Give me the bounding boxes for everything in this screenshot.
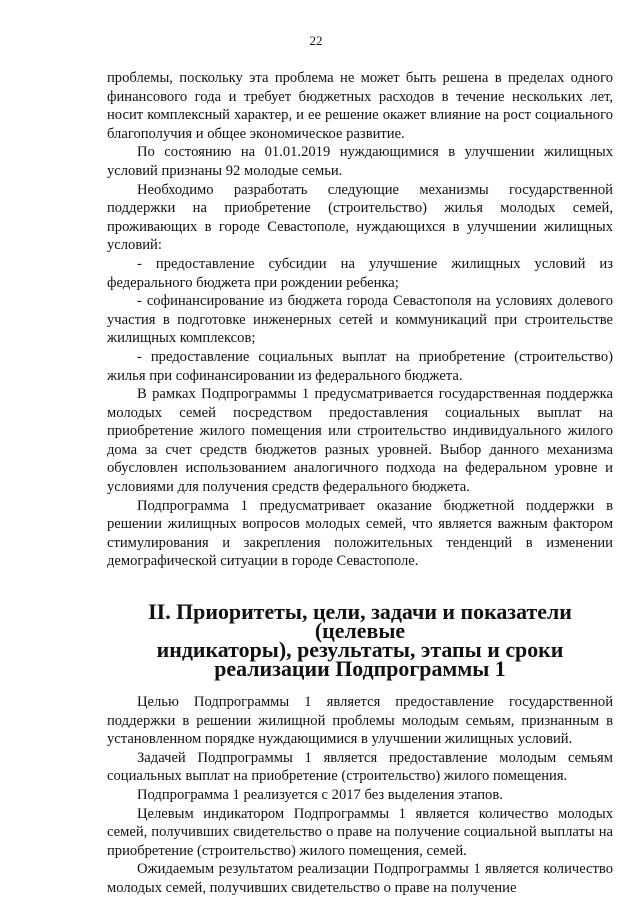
paragraph-expected-result: Ожидаемым результатом реализации Подпрограммы 1 является количество молодых семей, получивших свидетельство о праве на получение <box>107 861 613 896</box>
section-heading <box>107 599 613 682</box>
paragraph-task: Задачей Подпрограммы 1 является предоставление молодым семьям социальных выплат на приобретение (строительство) жилого помещения. <box>107 749 613 785</box>
section-heading-line-2: индикаторы), результаты, этапы и сроки <box>156 637 564 663</box>
paragraph-budget-support: Подпрограмма 1 предусматривает оказание бюджетной поддержки в решении жилищных вопросов молодых семей, что является важным фактором стимулирования и закрепления положительных тенденций в изменении демографической ситуации в городе Севастополе. <box>107 497 613 570</box>
document-body <box>107 69 613 898</box>
paragraph-mechanisms-intro: Необходимо разработать следующие механизмы государственной поддержки на приобретение (строительство) жилья молодых семей, проживающих в городе Севастополе, нуждающихся в улучшении жилищных условий: <box>107 181 613 254</box>
list-item-cofinancing: - софинансирование из бюджета города Севастополя на условиях долевого участия в подготовке инженерных сетей и коммуникаций при строительстве жилищных комплексов; <box>107 293 613 347</box>
paragraph-timeline: Подпрограмма 1 реализуется с 2017 без выделения этапов. <box>137 787 503 803</box>
section-heading-line-1: II. Приоритеты, цели, задачи и показатели (целевые <box>148 599 572 644</box>
paragraph-goal: Целью Подпрограммы 1 является предоставление государственной поддержки в решении жилищной проблемы молодым семьям, признанным в установленном порядке нуждающимися в улучшении жилищных условий. <box>107 694 613 748</box>
intro-section <box>107 69 613 571</box>
paragraph-problem-continuation: проблемы, поскольку эта проблема не может быть решена в пределах одного финансового года и требует бюджетных расходов в течение нескольких лет, носит комплексный характер, и ее решение окажет влияние на рост социального благополучия и общее экономическое развитие. <box>107 70 613 142</box>
list-item-social-payments: - предоставление социальных выплат на приобретение (строительство) жилья при софинансировании из федерального бюджета. <box>107 348 613 384</box>
paragraph-status-2019: По состоянию на 01.01.2019 нуждающимися в улучшении жилищных условий признаны 92 молодые семьи. <box>107 144 613 179</box>
page-number: 22 <box>309 33 323 48</box>
paragraph-state-support: В рамках Подпрограммы 1 предусматривается государственная поддержка молодых семей посредством предоставления социальных выплат на приобретение жилого помещения или строительство индивидуального жилого дома за счет средств бюджетов разных уровней. Выбор данного механизма обусловлен использованием аналогичного подхода на федеральном уровне и условиями для получения средств федерального бюджета. <box>107 386 613 496</box>
section-heading-line-3: реализации Подпрограммы 1 <box>214 656 506 682</box>
section-spacer <box>107 571 613 588</box>
goals-section <box>107 693 613 898</box>
paragraph-target-indicator: Целевым индикатором Подпрограммы 1 является количество молодых семей, получивших свидетельство о праве на получение социальной выплаты на приобретение (строительство) жилого помещения, семей. <box>107 805 613 859</box>
list-item-subsidy: - предоставление субсидии на улучшение жилищных условий из федерального бюджета при рождении ребенка; <box>107 255 613 291</box>
